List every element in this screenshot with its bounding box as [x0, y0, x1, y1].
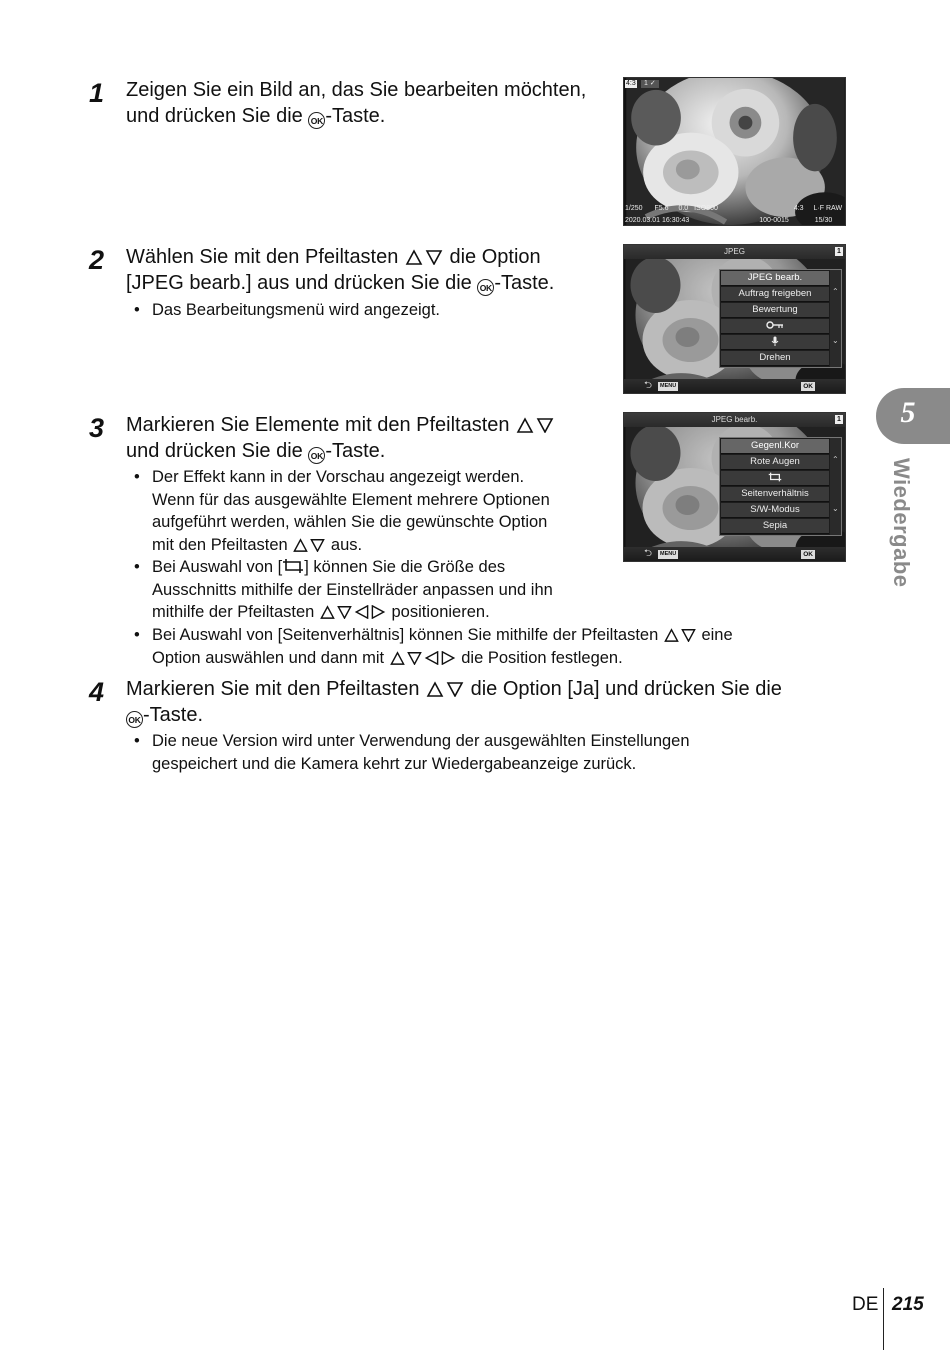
page-number: 215 [892, 1294, 924, 1315]
bullet-dot: • [134, 626, 140, 644]
flower-photo [624, 78, 846, 226]
step-3-b3-l2-post: die Position festlegen. [456, 648, 623, 667]
menu-item-voice[interactable] [721, 335, 829, 350]
arrow-right-icon [441, 651, 456, 665]
menu-item-bw[interactable]: S/W-Modus [721, 503, 829, 518]
step-3-bullet-2 [134, 556, 622, 624]
step-4-text [126, 677, 846, 728]
camera-screen-jpeg-menu [623, 244, 846, 394]
arrow-up-icon [293, 538, 308, 552]
arrow-down-icon [681, 628, 696, 642]
step-3-b1-l3: aufgeführt werden, wählen Sie die gewünschte Option [152, 513, 548, 531]
footer-divider [883, 1288, 884, 1350]
step-3-b3-l1-post: eine [696, 626, 733, 644]
jpeg-menu [719, 269, 842, 368]
menu-item-aspect[interactable]: Seitenverhältnis [721, 487, 829, 502]
menu-item-rotate[interactable]: Drehen [721, 351, 829, 366]
arrow-left-icon [424, 651, 439, 665]
ok-button-icon: OK [477, 279, 494, 296]
osd-quality: L·F RAW [813, 205, 843, 212]
aspect-badge: 4:3 [626, 80, 636, 87]
ok-button[interactable]: OK [803, 383, 813, 390]
osd-exposure: 0.0 [678, 205, 689, 212]
back-arrow-icon: ⮌ [644, 380, 653, 391]
step-4-line1-post: die Option [Ja] und drücken Sie die [465, 678, 782, 700]
menu-item-protect[interactable] [721, 319, 829, 334]
arrow-down-icon [337, 605, 352, 619]
ok-button-icon: OK [308, 112, 325, 129]
step-3-b2-l1-pre: Bei Auswahl von [ [152, 558, 283, 576]
ok-button-icon: OK [308, 447, 325, 464]
jpeg-edit-menu [719, 437, 842, 536]
arrow-up-icon [320, 605, 335, 619]
step-4-bullet-1 [134, 730, 832, 775]
key-icon [766, 321, 784, 329]
step-1-line2-pre: und drücken Sie die [126, 104, 309, 127]
step-3-b3-l2-pre: Option auswählen und dann mit [152, 648, 389, 667]
ok-button-icon: OK [126, 711, 143, 728]
menu-title-bar [624, 413, 845, 427]
step-number-2: 2 [89, 245, 105, 275]
step-2-line2-pre: [JPEG bearb.] aus und drücken Sie die [126, 271, 478, 294]
arrow-up-icon [390, 651, 405, 665]
scroll-down-icon: ⌄ [832, 336, 839, 345]
step-4-b1-l2: gespeichert und die Kamera kehrt zur Wiedergabeanzeige zurück. [152, 754, 637, 773]
osd-framecount: 15/30 [814, 217, 833, 224]
scroll-down-icon: ⌄ [832, 504, 839, 513]
step-3-b1-l4-pre: mit den Pfeiltasten [152, 535, 293, 554]
step-2-line1-post: die Option [443, 246, 541, 268]
menu-item-rating[interactable]: Bewertung [721, 303, 829, 318]
chapter-tab [876, 388, 950, 444]
osd-datetime: 2020.03.01 16:30:43 [625, 217, 690, 224]
osd-row1 [625, 205, 845, 213]
arrow-up-icon [405, 249, 423, 265]
step-3-line2-post: -Taste. [325, 439, 386, 462]
microphone-icon [771, 336, 779, 346]
step-3-line2-pre: und drücken Sie die [126, 439, 309, 462]
chapter-label: Wiedergabe [889, 458, 914, 588]
menu-title: JPEG [724, 247, 745, 256]
arrow-down-icon [310, 538, 325, 552]
ok-button[interactable]: OK [803, 551, 813, 558]
step-number-4: 4 [89, 677, 105, 707]
step-3-b2-l3-post: positionieren. [386, 603, 490, 621]
step-3-b2-l1-post: ] können Sie die Größe des [304, 558, 506, 576]
step-3-b2-l2: Ausschnitts mithilfe der Einstellräder anpassen und ihn [152, 580, 553, 599]
scroll-up-icon: ⌃ [832, 455, 839, 464]
chapter-number: 5 [900, 396, 916, 429]
step-3-text [126, 413, 616, 464]
menu-bottom-bar [624, 547, 845, 561]
osd-row2 [625, 217, 845, 225]
step-4-line2-post: -Taste. [143, 703, 204, 726]
step-2-text [126, 245, 616, 296]
arrow-up-icon [516, 417, 534, 433]
bullet-dot: • [134, 301, 140, 319]
menu-button[interactable]: MENU [660, 551, 677, 557]
camera-screen-playback [623, 77, 846, 226]
arrow-up-icon [426, 681, 444, 697]
step-2-line2-post: -Taste. [494, 271, 555, 294]
slot-badge: 1 [835, 247, 843, 256]
arrow-left-icon [354, 605, 369, 619]
footer-language: DE [852, 1294, 879, 1315]
step-3-bullet-1 [134, 466, 612, 556]
back-arrow-icon: ⮌ [644, 548, 653, 559]
menu-item-crop[interactable] [721, 471, 829, 486]
arrow-down-icon [536, 417, 554, 433]
osd-filenum: 100-0015 [759, 217, 789, 224]
scroll-up-icon: ⌃ [832, 287, 839, 296]
step-4-b1-l1: Die neue Version wird unter Verwendung der ausgewählten Einstellungen [152, 732, 690, 750]
step-3-bullet-3 [134, 624, 852, 669]
step-3-b1-l2: Wenn für das ausgewählte Element mehrere Optionen [152, 490, 550, 509]
step-number-3: 3 [89, 413, 105, 443]
step-3-line1-pre: Markieren Sie Elemente mit den Pfeiltasten [126, 414, 516, 436]
menu-title: JPEG bearb. [711, 415, 758, 424]
osd-iso: ISO800 [694, 205, 718, 212]
crop-icon [768, 472, 782, 482]
menu-scroll-column [830, 270, 841, 367]
menu-item-sepia[interactable]: Sepia [721, 519, 829, 534]
step-3-b2-l3-pre: mithilfe der Pfeiltasten [152, 603, 319, 621]
step-2-bullet-1 [134, 299, 612, 322]
crop-icon [282, 558, 304, 574]
arrow-right-icon [371, 605, 386, 619]
camera-screen-jpeg-edit-menu [623, 412, 846, 562]
osd-aspect: 4:3 [793, 205, 804, 212]
arrow-down-icon [407, 651, 422, 665]
menu-item-red-eye[interactable]: Rote Augen [721, 455, 829, 470]
menu-title-bar [624, 245, 845, 259]
step-2-line1-pre: Wählen Sie mit den Pfeiltasten [126, 246, 404, 268]
menu-scroll-column [830, 438, 841, 535]
step-3-b1-l4-post: aus. [326, 535, 363, 554]
menu-button[interactable]: MENU [660, 383, 677, 389]
step-1-text [126, 78, 616, 129]
step-1-line1: Zeigen Sie ein Bild an, das Sie bearbeiten möchten, [126, 79, 587, 101]
menu-item-shadow-adj[interactable]: Gegenl.Kor [721, 439, 829, 454]
bullet-dot: • [134, 558, 140, 576]
bullet-dot: • [134, 732, 140, 750]
step-3-b1-l1: Der Effekt kann in der Vorschau angezeigt werden. [152, 468, 525, 486]
step-3-b3-l1-pre: Bei Auswahl von [Seitenverhältnis] können Sie mithilfe der Pfeiltasten [152, 626, 663, 644]
osd-aperture: F5.6 [654, 205, 669, 212]
protect-info: 1 ✓ [641, 80, 659, 88]
menu-item-share-order[interactable]: Auftrag freigeben [721, 287, 829, 302]
step-number-1: 1 [89, 78, 105, 108]
osd-shutter: 1/250 [625, 205, 643, 212]
arrow-up-icon [664, 628, 679, 642]
bullet-dot: • [134, 468, 140, 486]
slot-badge: 1 [835, 415, 843, 424]
arrow-down-icon [425, 249, 443, 265]
arrow-down-icon [446, 681, 464, 697]
menu-item-jpeg-edit[interactable]: JPEG bearb. [721, 271, 829, 286]
step-2-bullet-1-text: Das Bearbeitungsmenü wird angezeigt. [152, 301, 441, 319]
menu-bottom-bar [624, 379, 845, 393]
step-4-line1-pre: Markieren Sie mit den Pfeiltasten [126, 678, 426, 700]
step-1-line2-post: -Taste. [325, 104, 386, 127]
